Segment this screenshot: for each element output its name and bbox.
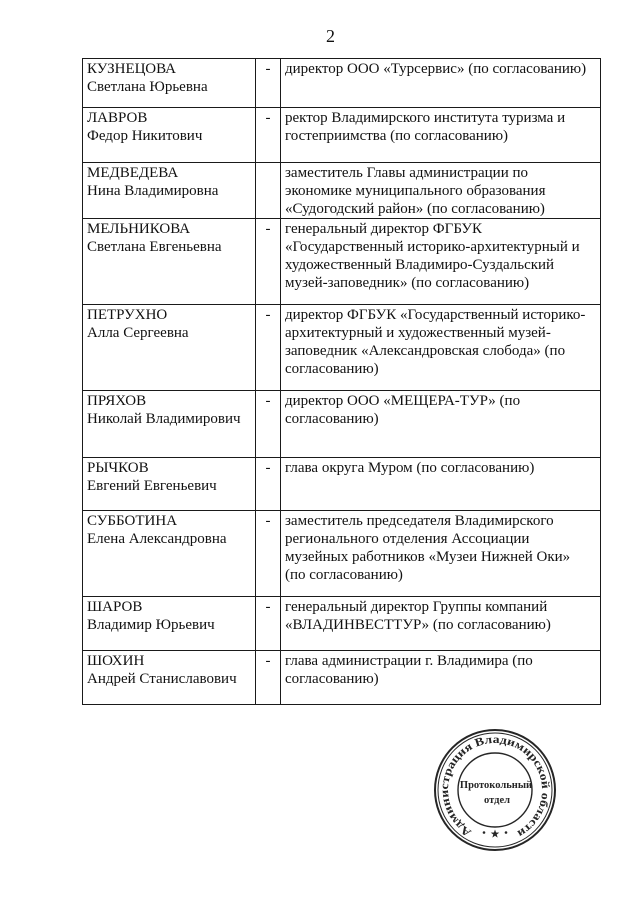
name-cell — [83, 219, 256, 305]
table-row — [83, 108, 601, 163]
name-cell — [83, 108, 256, 163]
dash-separator: - — [265, 460, 271, 476]
person-given-names: Андрей Станиславович — [87, 671, 237, 687]
person-surname: ПЕТРУХНО — [87, 307, 168, 323]
members-table-body — [83, 59, 601, 705]
position-line: заповедник «Александровская слобода» (по — [285, 343, 566, 359]
person-surname: МЕДВЕДЕВА — [87, 165, 179, 181]
name-cell — [83, 59, 256, 108]
position-cell — [281, 59, 601, 108]
official-stamp — [433, 728, 557, 852]
position-line: согласованию) — [285, 671, 379, 687]
position-line: экономике муниципального образования — [285, 183, 546, 199]
position-line: ректор Владимирского института туризма и — [285, 110, 566, 126]
position-line: глава администрации г. Владимира (по — [285, 653, 533, 669]
table-row — [83, 219, 601, 305]
person-given-names: Елена Александровна — [87, 531, 227, 547]
dash-separator: - — [265, 653, 271, 669]
position-line: согласованию) — [285, 361, 379, 377]
dash-separator: - — [265, 221, 271, 237]
stamp-center-line-1: Протокольный — [459, 780, 533, 791]
dash-cell — [256, 511, 281, 597]
position-line: генеральный директор ФГБУК — [285, 221, 483, 237]
person-given-names: Светлана Юрьевна — [87, 79, 208, 95]
table-row — [83, 59, 601, 108]
position-cell — [281, 305, 601, 391]
position-cell — [281, 458, 601, 511]
members-table — [82, 58, 601, 705]
position-line: (по согласованию) — [285, 567, 403, 583]
dash-cell — [256, 305, 281, 391]
stamp-center-line-2: отдел — [484, 795, 510, 806]
dash-cell — [256, 391, 281, 458]
name-cell — [83, 305, 256, 391]
person-surname: РЫЧКОВ — [87, 460, 149, 476]
dash-cell — [256, 108, 281, 163]
position-line: музей-заповедник» (по согласованию) — [285, 275, 530, 291]
position-cell — [281, 511, 601, 597]
position-line: «Государственный историко-архитектурный и — [285, 239, 580, 255]
position-line: глава округа Муром (по согласованию) — [285, 460, 535, 476]
dash-separator: - — [265, 599, 271, 615]
person-surname: ПРЯХОВ — [87, 393, 147, 409]
person-surname: ШОХИН — [87, 653, 145, 669]
table-row — [83, 391, 601, 458]
page-number: 2 — [326, 26, 335, 46]
person-given-names: Федор Никитович — [87, 128, 203, 144]
name-cell — [83, 511, 256, 597]
position-cell — [281, 597, 601, 651]
dash-cell — [256, 219, 281, 305]
dash-separator: - — [265, 61, 271, 77]
position-line: директор ФГБУК «Государственный историко- — [285, 307, 586, 323]
position-cell — [281, 391, 601, 458]
dash-cell — [256, 59, 281, 108]
person-surname: СУББОТИНА — [87, 513, 178, 529]
person-given-names: Нина Владимировна — [87, 183, 219, 199]
position-line: архитектурный и художественный музей- — [285, 325, 551, 341]
dash-cell — [256, 163, 281, 219]
position-line: директор ООО «Турсервис» (по согласованию) — [285, 61, 587, 77]
position-line: согласованию) — [285, 411, 379, 427]
position-line: гостеприимства (по согласованию) — [285, 128, 509, 144]
table-row — [83, 511, 601, 597]
name-cell — [83, 597, 256, 651]
person-surname: КУЗНЕЦОВА — [87, 61, 176, 77]
position-line: заместитель Главы администрации по — [285, 165, 529, 181]
position-cell — [281, 219, 601, 305]
position-line: «ВЛАДИНВЕСТТУР» (по согласованию) — [285, 617, 551, 633]
person-surname: МЕЛЬНИКОВА — [87, 221, 191, 237]
position-line: регионального отделения Ассоциации — [285, 531, 530, 547]
position-line: заместитель председателя Владимирского — [285, 513, 554, 529]
table-row — [83, 597, 601, 651]
person-given-names: Николай Владимирович — [87, 411, 241, 427]
position-line: музейных работников «Музеи Нижней Оки» — [285, 549, 571, 565]
position-line: генеральный директор Группы компаний — [285, 599, 548, 615]
person-given-names: Евгений Евгеньевич — [87, 478, 217, 494]
dash-cell — [256, 597, 281, 651]
position-cell — [281, 163, 601, 219]
position-cell — [281, 108, 601, 163]
dash-separator: - — [265, 393, 271, 409]
person-given-names: Владимир Юрьевич — [87, 617, 215, 633]
position-line: «Судогодский район» (по согласованию) — [285, 201, 545, 217]
person-surname: ШАРОВ — [87, 599, 143, 615]
person-given-names: Алла Сергеевна — [87, 325, 189, 341]
stamp-ring-text-path: Администрация Владимирской области — [438, 733, 552, 839]
table-row — [83, 651, 601, 705]
stamp-dot — [483, 831, 486, 834]
name-cell — [83, 458, 256, 511]
person-given-names: Светлана Евгеньевна — [87, 239, 222, 255]
position-cell — [281, 651, 601, 705]
position-line: художественный Владимиро-Суздальский — [285, 257, 555, 273]
name-cell — [83, 651, 256, 705]
name-cell — [83, 163, 256, 219]
dash-cell — [256, 458, 281, 511]
person-surname: ЛАВРОВ — [87, 110, 148, 126]
table-row — [83, 305, 601, 391]
name-cell — [83, 391, 256, 458]
table-row — [83, 163, 601, 219]
table-row — [83, 458, 601, 511]
dash-separator: - — [265, 110, 271, 126]
dash-separator: - — [265, 513, 271, 529]
stamp-dot — [505, 831, 508, 834]
dash-separator: - — [265, 307, 271, 323]
star-icon — [491, 830, 500, 838]
position-line: директор ООО «МЕЩЕРА-ТУР» (по — [285, 393, 521, 409]
dash-cell — [256, 651, 281, 705]
